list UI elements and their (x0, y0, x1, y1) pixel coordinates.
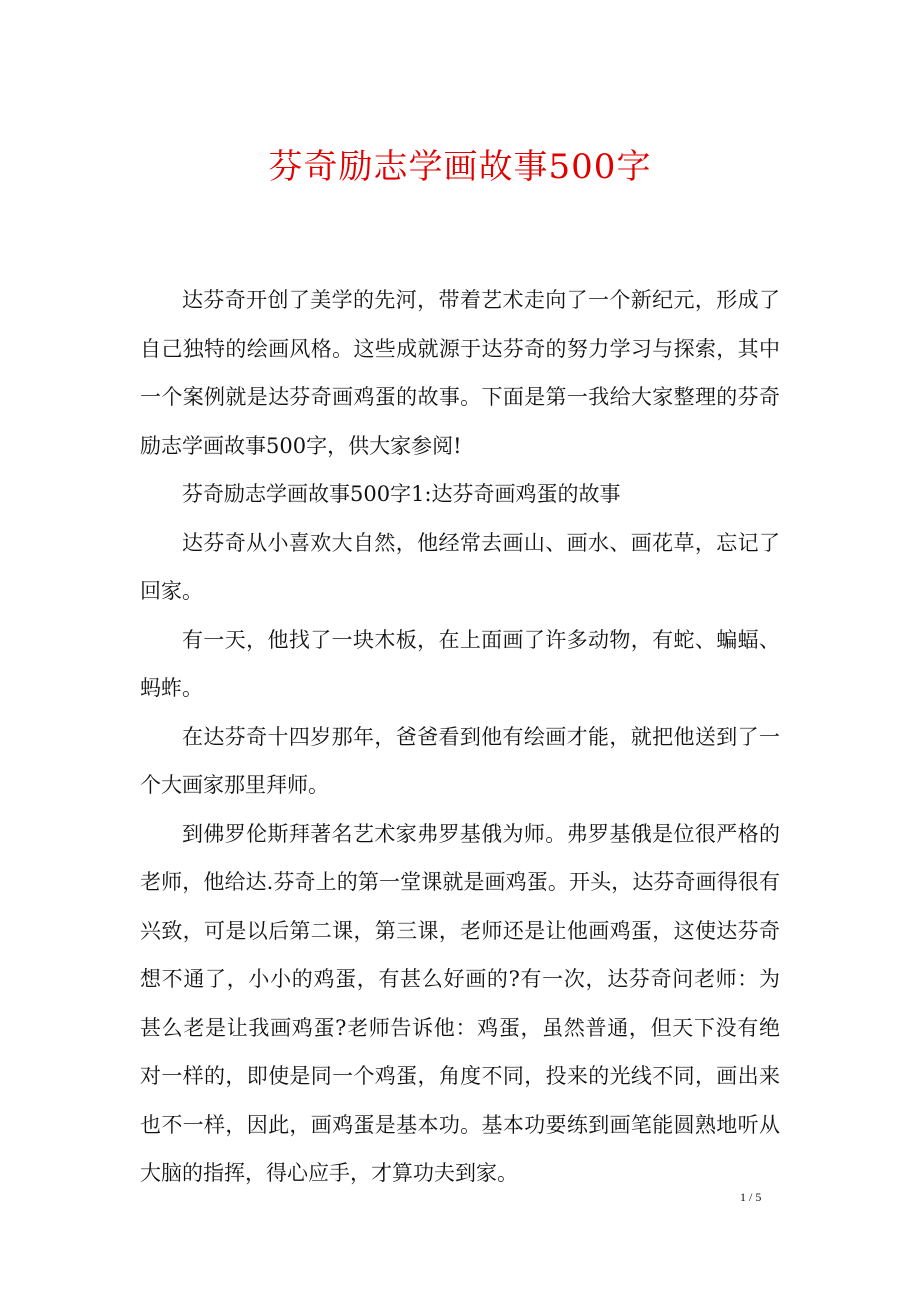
document-title: 芬奇励志学画故事500字 (268, 147, 652, 187)
paragraph-apprenticeship: 在达芬奇十四岁那年，爸爸看到他有绘画才能，就把他送到了一个大画家那里拜师。 (140, 724, 780, 797)
intro-paragraph: 达芬奇开创了美学的先河，带着艺术走向了一个新纪元，形成了自己独特的绘画风格。这些成就源于达芬奇的努力学习与探索，其中一个案例就是达芬奇画鸡蛋的故事。下面是第一我给大家整理的芬奇励志学画故事500字，供大家参阅! (140, 288, 780, 458)
story-heading: 芬奇励志学画故事500字1:达芬奇画鸡蛋的故事 (182, 482, 621, 506)
document-body (140, 276, 780, 1198)
paragraph-wooden-board: 有一天，他找了一块木板，在上面画了许多动物，有蛇、蝙蝠、蚂蚱。 (140, 627, 780, 700)
paragraph-drawing-eggs: 到佛罗伦斯拜著名艺术家弗罗基俄为师。弗罗基俄是位很严格的老师，他给达.芬奇上的第一堂课就是画鸡蛋。开头，达芬奇画得很有兴致，可是以后第二课，第三课，老师还是让他画鸡蛋，这使达芬奇想不通了，小小的鸡蛋，有甚么好画的?有一次，达芬奇问老师：为甚么老是让我画鸡蛋?老师告诉他：鸡蛋，虽然普通，但天下没有绝对一样的，即使是同一个鸡蛋，角度不同，投来的光线不同，画出来也不一样，因此，画鸡蛋是基本功。基本功要练到画笔能圆熟地听从大脑的指挥，得心应手，才算功夫到家。 (140, 821, 780, 1185)
page-number: 1 / 5 (740, 1190, 762, 1204)
paragraph-childhood: 达芬奇从小喜欢大自然，他经常去画山、画水、画花草，忘记了回家。 (140, 530, 780, 603)
